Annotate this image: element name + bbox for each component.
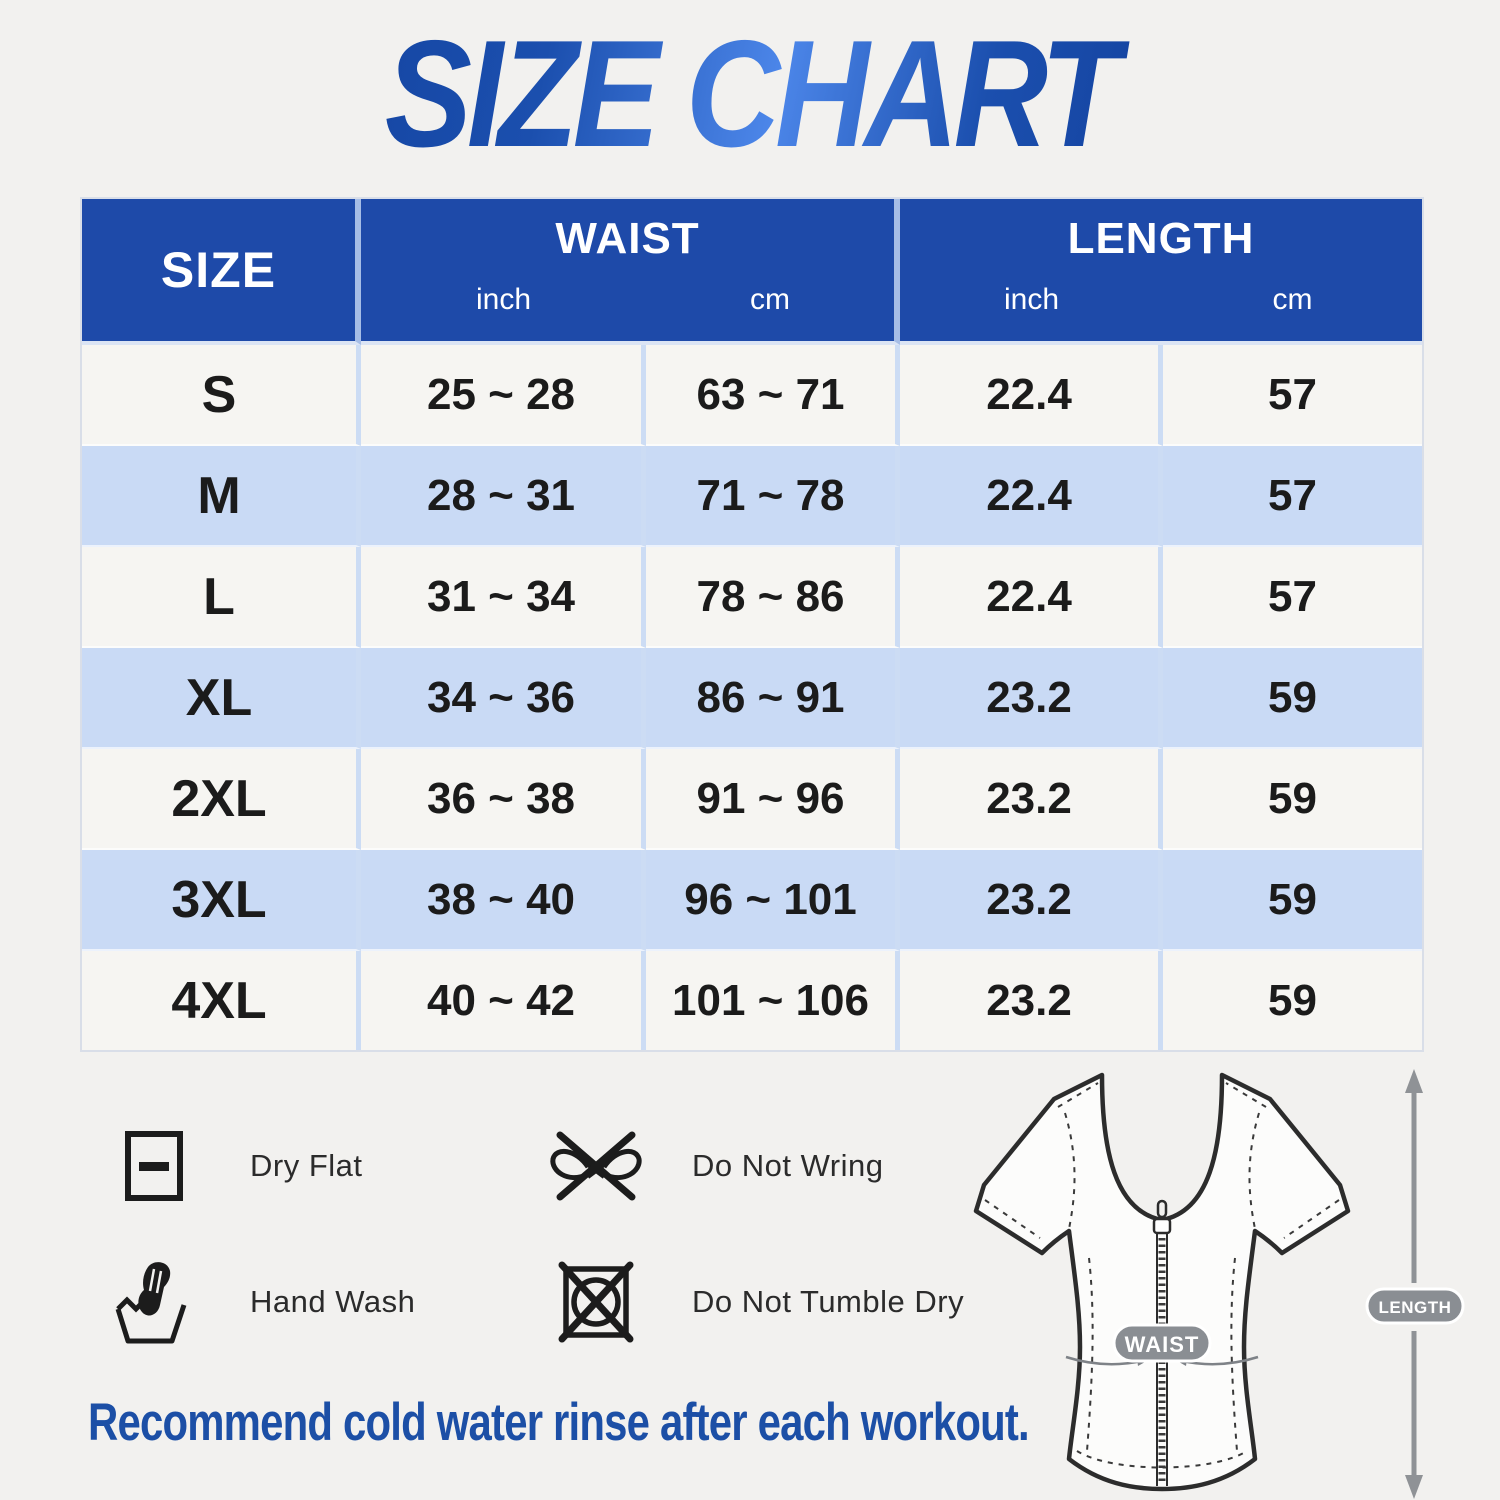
cell-waist-cm: 86 ~ 91 [646,648,900,749]
cell-length-cm: 57 [1163,345,1422,446]
care-item-dry-flat [88,1130,530,1202]
cell-length-inch: 22.4 [900,547,1163,648]
cell-size: M [82,446,361,547]
length-badge [1367,1289,1463,1323]
care-item-do-not-wring [530,1126,993,1206]
unit-label-waist-inch: inch [361,279,646,345]
dry-flat-icon [88,1130,220,1202]
garment-diagram [952,1053,1470,1500]
do-not-wring-icon [530,1126,662,1206]
care-label: Dry Flat [250,1148,363,1183]
cell-size: 2XL [82,749,361,850]
size-table-header [82,199,1422,345]
table-row [82,446,1422,547]
footer-note: Recommend cold water rinse after each workout. [88,1393,1029,1452]
cell-length-inch: 23.2 [900,850,1163,951]
cell-waist-cm: 96 ~ 101 [646,850,900,951]
cell-length-cm: 59 [1163,749,1422,850]
care-label: Do Not Wring [692,1148,884,1183]
waist-badge-label: WAIST [1124,1332,1200,1357]
size-table [80,197,1424,1052]
unit-label-length-cm: cm [1163,279,1422,345]
do-not-tumble-dry-icon [530,1260,662,1344]
cell-waist-inch: 36 ~ 38 [361,749,646,850]
care-label: Do Not Tumble Dry [692,1284,965,1319]
cell-length-cm: 59 [1163,850,1422,951]
care-item-hand-wash [88,1259,530,1345]
cell-waist-cm: 63 ~ 71 [646,345,900,446]
cell-size: S [82,345,361,446]
cell-waist-inch: 40 ~ 42 [361,951,646,1050]
table-row [82,850,1422,951]
hand-wash-icon [88,1259,220,1345]
cell-waist-cm: 71 ~ 78 [646,446,900,547]
cell-size: 3XL [82,850,361,951]
table-row [82,345,1422,446]
cell-waist-inch: 28 ~ 31 [361,446,646,547]
cell-length-inch: 22.4 [900,446,1163,547]
cell-waist-cm: 101 ~ 106 [646,951,900,1050]
col-header-size: SIZE [82,199,361,345]
cell-waist-cm: 91 ~ 96 [646,749,900,850]
cell-waist-inch: 34 ~ 36 [361,648,646,749]
cell-waist-inch: 38 ~ 40 [361,850,646,951]
cell-length-cm: 59 [1163,648,1422,749]
cell-length-cm: 57 [1163,446,1422,547]
cell-size: 4XL [82,951,361,1050]
cell-length-cm: 59 [1163,951,1422,1050]
table-row [82,648,1422,749]
cell-length-inch: 22.4 [900,345,1163,446]
table-row [82,951,1422,1050]
table-row [82,749,1422,850]
length-badge-label: LENGTH [1378,1298,1452,1317]
col-header-length: LENGTH [900,199,1422,279]
table-row [82,547,1422,648]
col-header-waist: WAIST [361,199,900,279]
length-arrow-icon [1405,1069,1423,1499]
cell-length-inch: 23.2 [900,951,1163,1050]
unit-label-waist-cm: cm [646,279,900,345]
care-item-do-not-tumble-dry [530,1260,993,1344]
cell-size: XL [82,648,361,749]
cell-waist-inch: 25 ~ 28 [361,345,646,446]
page-title: SIZE CHART [105,18,1395,170]
waist-badge [1114,1325,1210,1361]
cell-waist-cm: 78 ~ 86 [646,547,900,648]
cell-size: L [82,547,361,648]
care-instructions [88,1098,993,1370]
unit-label-length-inch: inch [900,279,1163,345]
cell-length-inch: 23.2 [900,749,1163,850]
cell-waist-inch: 31 ~ 34 [361,547,646,648]
cell-length-cm: 57 [1163,547,1422,648]
cell-length-inch: 23.2 [900,648,1163,749]
care-label: Hand Wash [250,1284,416,1319]
